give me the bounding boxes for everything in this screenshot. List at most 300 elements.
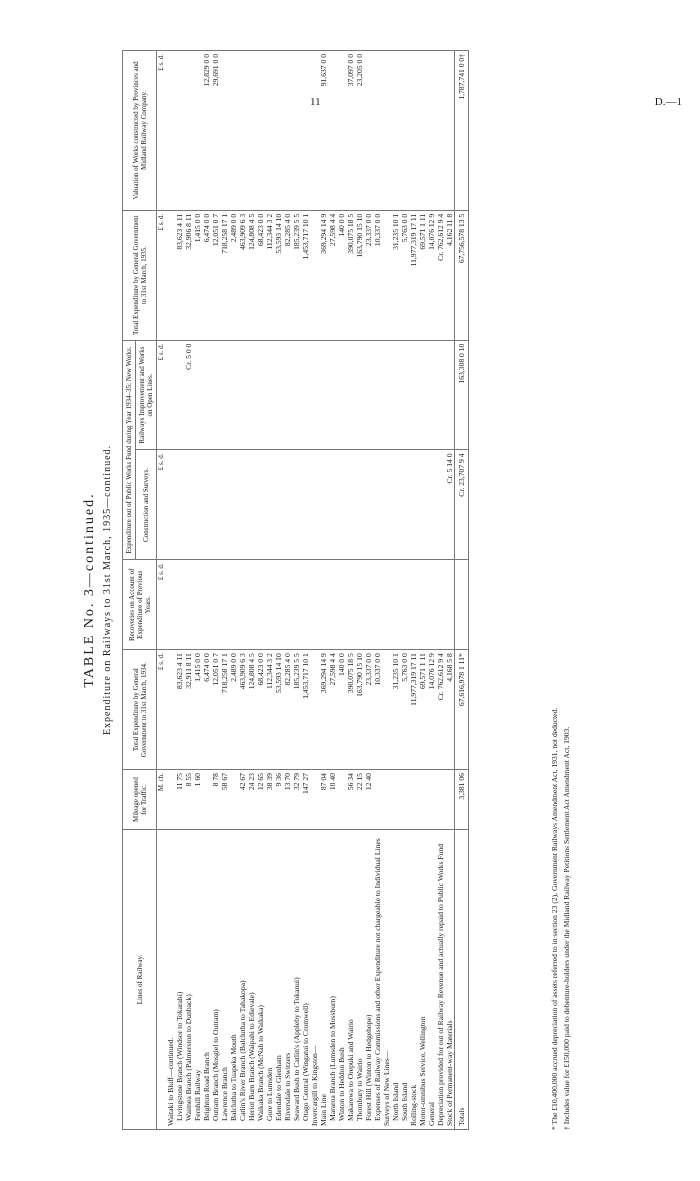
row-total-1934: 5,763 0 0 xyxy=(400,650,409,770)
row-improvement xyxy=(400,340,409,450)
row-line-name: Lawrence Branch xyxy=(220,830,229,1130)
row-construction xyxy=(193,450,202,560)
totals-construction: Cr. 23,707 9 4 xyxy=(455,450,469,560)
row-total-1935: 69,571 1 11 xyxy=(418,210,427,340)
row-valuation xyxy=(337,51,346,211)
row-improvement xyxy=(310,340,319,450)
row-construction xyxy=(274,450,283,560)
row-total-1935: 163,790 15 10 xyxy=(355,210,364,340)
row-construction xyxy=(373,450,382,560)
row-improvement xyxy=(373,340,382,450)
row-improvement xyxy=(166,340,175,450)
row-recoveries xyxy=(337,560,346,650)
row-total-1935: 83,623 4 11 xyxy=(175,210,184,340)
row-construction xyxy=(409,450,418,560)
row-mileage xyxy=(337,770,346,830)
row-total-1935 xyxy=(382,210,391,340)
row-line-name: Motor-omnibus Service, Wellington xyxy=(418,830,427,1130)
row-mileage xyxy=(409,770,418,830)
row-total-1934: 68,423 0 0 xyxy=(256,650,265,770)
row-line-name: Rolling-stock xyxy=(409,830,418,1130)
row-total-1935: 14,076 12 9 xyxy=(427,210,436,340)
table-row xyxy=(373,51,382,1130)
row-valuation xyxy=(427,51,436,211)
row-line-name: Depreciation provided for out of Railway Revenue and actually repaid to Public Works Fund xyxy=(436,830,445,1130)
row-recoveries xyxy=(229,560,238,650)
row-total-1934: 14,076 12 9 xyxy=(427,650,436,770)
expenditure-table xyxy=(122,50,469,1130)
row-mileage: 87 04 xyxy=(319,770,328,830)
row-mileage xyxy=(445,770,455,830)
table-row xyxy=(211,51,220,1130)
table-row xyxy=(292,51,301,1130)
table-row xyxy=(184,51,193,1130)
row-line-name: Edendale to Glenham xyxy=(274,830,283,1130)
row-mileage: 13 70 xyxy=(283,770,292,830)
units-money: £ s. d. xyxy=(157,210,167,340)
row-line-name: Thornbury to Wairio xyxy=(355,830,364,1130)
table-row xyxy=(364,51,373,1130)
row-improvement xyxy=(436,340,445,450)
row-total-1934 xyxy=(310,650,319,770)
row-valuation xyxy=(220,51,229,211)
header-lines: Lines of Railway. xyxy=(123,830,157,1130)
row-total-1935: 140 0 0 xyxy=(337,210,346,340)
row-improvement xyxy=(301,340,310,450)
row-recoveries xyxy=(391,560,400,650)
row-valuation xyxy=(418,51,427,211)
row-construction xyxy=(355,450,364,560)
header-recoveries: Recoveries on Account of Expenditure of Previous Years. xyxy=(123,560,157,650)
row-line-name: Balclutha to Tuapeka Mouth xyxy=(229,830,238,1130)
row-construction: Cr. 5 14 0 xyxy=(445,450,455,560)
row-improvement xyxy=(220,340,229,450)
row-mileage: 11 75 xyxy=(175,770,184,830)
header-improvement: Railways Improvement and Works on Open Lines. xyxy=(136,340,157,450)
row-line-name: South Island xyxy=(400,830,409,1130)
row-construction xyxy=(310,450,319,560)
row-line-name: Mararoa Branch (Lumsden to Mossburn) xyxy=(328,830,337,1130)
totals-mileage: 3,381 06 xyxy=(455,770,469,830)
table-row xyxy=(382,51,391,1130)
row-total-1934: 10,337 0 0 xyxy=(373,650,382,770)
row-valuation xyxy=(328,51,337,211)
row-line-name: Livingstone Branch (Windsor to Tokarahi) xyxy=(175,830,184,1130)
row-construction xyxy=(436,450,445,560)
row-valuation xyxy=(247,51,256,211)
table-subtitle: Expenditure on Railways to 31st March, 1935—continued. xyxy=(102,444,113,736)
row-total-1935: 718,258 17 1 xyxy=(220,210,229,340)
row-mileage xyxy=(400,770,409,830)
row-total-1935: 390,075 18 5 xyxy=(346,210,355,340)
row-total-1934: 124,808 4 5 xyxy=(247,650,256,770)
row-total-1935: 1,415 0 0 xyxy=(193,210,202,340)
row-mileage: 56 34 xyxy=(346,770,355,830)
row-construction xyxy=(166,450,175,560)
row-valuation xyxy=(409,51,418,211)
row-construction xyxy=(418,450,427,560)
row-mileage: 38 39 xyxy=(265,770,274,830)
row-valuation xyxy=(373,51,382,211)
row-recoveries xyxy=(247,560,256,650)
row-construction xyxy=(346,450,355,560)
row-improvement xyxy=(409,340,418,450)
units-money: £ s. d. xyxy=(157,340,167,450)
table-row xyxy=(301,51,310,1130)
row-total-1934: 6,474 0 0 xyxy=(202,650,211,770)
row-total-1935: 31,235 10 1 xyxy=(391,210,400,340)
row-improvement xyxy=(211,340,220,450)
row-valuation xyxy=(166,51,175,211)
row-total-1935: 68,423 0 0 xyxy=(256,210,265,340)
row-valuation xyxy=(310,51,319,211)
units-money: £ s. d. xyxy=(157,650,167,770)
row-line-name: Winton to Heddon Bush xyxy=(337,830,346,1130)
row-total-1935: 369,294 14 9 xyxy=(319,210,328,340)
row-recoveries xyxy=(445,560,455,650)
row-line-name: Heriot Burn Branch (Waipahi to Edievale) xyxy=(247,830,256,1130)
row-recoveries xyxy=(238,560,247,650)
row-improvement xyxy=(364,340,373,450)
row-recoveries xyxy=(427,560,436,650)
table-row xyxy=(445,51,455,1130)
row-total-1935: 2,489 0 0 xyxy=(229,210,238,340)
row-mileage xyxy=(373,770,382,830)
totals-improvement: 163,308 0 10 xyxy=(455,340,469,450)
row-mileage: 32 79 xyxy=(292,770,301,830)
units-money: £ s. d. xyxy=(157,51,167,211)
row-total-1934 xyxy=(382,650,391,770)
row-recoveries xyxy=(382,560,391,650)
table-row xyxy=(256,51,265,1130)
table-row xyxy=(166,51,175,1130)
row-mileage: 12 65 xyxy=(256,770,265,830)
row-valuation: 37,097 0 0 xyxy=(346,51,355,211)
row-total-1935: 185,239 5 5 xyxy=(292,210,301,340)
table-row xyxy=(265,51,274,1130)
row-total-1934: 27,598 4 4 xyxy=(328,650,337,770)
row-line-name: Waikaka Branch (McNab to Waikaka) xyxy=(256,830,265,1130)
row-total-1934: 69,571 1 11 xyxy=(418,650,427,770)
table-row xyxy=(274,51,283,1130)
row-total-1934: 53,593 14 10 xyxy=(274,650,283,770)
row-valuation xyxy=(292,51,301,211)
row-total-1934: 4,168 5 8 xyxy=(445,650,455,770)
row-valuation xyxy=(364,51,373,211)
row-recoveries xyxy=(202,560,211,650)
row-valuation xyxy=(265,51,274,211)
row-valuation: 12,829 0 0 xyxy=(202,51,211,211)
row-total-1934: 31,235 10 1 xyxy=(391,650,400,770)
table-row xyxy=(175,51,184,1130)
row-line-name: Makarewa to Orepuki and Wairio xyxy=(346,830,355,1130)
row-recoveries xyxy=(436,560,445,650)
totals-total-1934: 67,616,978 1 11* xyxy=(455,650,469,770)
row-total-1935: 53,593 14 10 xyxy=(274,210,283,340)
table-row xyxy=(247,51,256,1130)
row-total-1935: 6,474 0 0 xyxy=(202,210,211,340)
row-recoveries xyxy=(193,560,202,650)
row-construction xyxy=(337,450,346,560)
row-improvement xyxy=(355,340,364,450)
row-mileage xyxy=(436,770,445,830)
row-mileage: 8 78 xyxy=(211,770,220,830)
row-total-1935: Cr. 762,612 9 4 xyxy=(436,210,445,340)
row-total-1934: 140 0 0 xyxy=(337,650,346,770)
row-construction xyxy=(238,450,247,560)
row-line-name: Stock of Permanent-way Materials xyxy=(445,830,455,1130)
row-mileage xyxy=(391,770,400,830)
row-line-name: General xyxy=(427,830,436,1130)
row-line-name: Seaward Bush to Catlin's (Appleby to Tokanui) xyxy=(292,830,301,1130)
row-total-1935: 463,909 6 3 xyxy=(238,210,247,340)
row-valuation: 29,691 0 0 xyxy=(211,51,220,211)
row-line-name: North Island xyxy=(391,830,400,1130)
header-expenditure-group: Expenditure out of Public Works Fund during Year 1934–35: New Works. xyxy=(123,340,136,560)
header-mileage: Mileage opened for Traffic. xyxy=(123,770,157,830)
row-construction xyxy=(319,450,328,560)
row-recoveries xyxy=(328,560,337,650)
row-line-name: Outram Branch (Mosgiel to Outram) xyxy=(211,830,220,1130)
row-mileage: 58 67 xyxy=(220,770,229,830)
row-mileage: 22 15 xyxy=(355,770,364,830)
row-recoveries xyxy=(355,560,364,650)
row-line-name: Invercargill to Kingston— xyxy=(310,830,319,1130)
row-construction xyxy=(265,450,274,560)
row-recoveries xyxy=(364,560,373,650)
table-row xyxy=(436,51,445,1130)
table-row xyxy=(229,51,238,1130)
row-construction xyxy=(247,450,256,560)
row-construction xyxy=(364,450,373,560)
row-mileage xyxy=(229,770,238,830)
row-total-1935: 82,285 4 0 xyxy=(283,210,292,340)
units-row xyxy=(157,51,167,1130)
table-row xyxy=(220,51,229,1130)
row-line-name: Brighton Road Branch xyxy=(202,830,211,1130)
row-mileage: 8 55 xyxy=(184,770,193,830)
row-recoveries xyxy=(166,560,175,650)
row-improvement xyxy=(265,340,274,450)
row-line-name: Forest Hill (Winton to Hedgehope) xyxy=(364,830,373,1130)
row-recoveries xyxy=(265,560,274,650)
row-construction xyxy=(292,450,301,560)
row-mileage: 24 23 xyxy=(247,770,256,830)
table-row xyxy=(283,51,292,1130)
row-construction xyxy=(400,450,409,560)
table-row xyxy=(409,51,418,1130)
row-construction xyxy=(283,450,292,560)
row-recoveries xyxy=(373,560,382,650)
table-row xyxy=(238,51,247,1130)
units-mileage: M. ch. xyxy=(157,770,167,830)
row-total-1934: 1,415 0 0 xyxy=(193,650,202,770)
table-row xyxy=(319,51,328,1130)
row-valuation xyxy=(238,51,247,211)
row-mileage: 1 60 xyxy=(193,770,202,830)
row-construction xyxy=(328,450,337,560)
row-improvement xyxy=(274,340,283,450)
row-total-1935: 112,344 3 2 xyxy=(265,210,274,340)
row-total-1935: 124,808 4 5 xyxy=(247,210,256,340)
row-improvement xyxy=(418,340,427,450)
row-recoveries xyxy=(418,560,427,650)
row-total-1934: 369,294 14 9 xyxy=(319,650,328,770)
row-line-name: Main Line xyxy=(319,830,328,1130)
row-valuation xyxy=(193,51,202,211)
row-improvement xyxy=(445,340,455,450)
row-total-1934: 185,239 5 5 xyxy=(292,650,301,770)
row-valuation xyxy=(436,51,445,211)
table-row xyxy=(310,51,319,1130)
row-mileage xyxy=(166,770,175,830)
totals-total-1935: 67,756,578 13 5 xyxy=(455,210,469,340)
row-valuation xyxy=(283,51,292,211)
row-recoveries xyxy=(310,560,319,650)
row-total-1935: 11,977,319 17 11 xyxy=(409,210,418,340)
row-line-name: Riversdale to Switzers xyxy=(283,830,292,1130)
row-total-1935: 23,337 0 0 xyxy=(364,210,373,340)
row-construction xyxy=(184,450,193,560)
totals-valuation: 1,787,741 0 0† xyxy=(455,51,469,211)
row-valuation xyxy=(184,51,193,211)
row-recoveries xyxy=(319,560,328,650)
row-recoveries xyxy=(283,560,292,650)
row-recoveries xyxy=(256,560,265,650)
row-improvement xyxy=(175,340,184,450)
table-row xyxy=(346,51,355,1130)
row-recoveries xyxy=(409,560,418,650)
row-construction xyxy=(202,450,211,560)
row-mileage xyxy=(418,770,427,830)
row-total-1934: Cr. 762,612 9 4 xyxy=(436,650,445,770)
row-construction xyxy=(301,450,310,560)
row-total-1934: 718,258 17 1 xyxy=(220,650,229,770)
row-line-name: Waitaki to Bluff—continued. xyxy=(166,830,175,1130)
header-total-1934: Total Expenditure by General Government to 31st March, 1934. xyxy=(123,650,157,770)
row-valuation xyxy=(382,51,391,211)
row-construction xyxy=(391,450,400,560)
row-total-1934: 23,337 0 0 xyxy=(364,650,373,770)
row-improvement xyxy=(238,340,247,450)
table-row xyxy=(202,51,211,1130)
row-improvement xyxy=(391,340,400,450)
table-row xyxy=(427,51,436,1130)
row-mileage: 42 67 xyxy=(238,770,247,830)
footnote-star: * The £10,400,000 accrued depreciation of assets referred to in section 23 (2), Government Railways Amendment Act, 1931, not deducted. xyxy=(550,707,559,1130)
row-total-1934: 163,790 15 10 xyxy=(355,650,364,770)
row-line-name: Fernhill Railway xyxy=(193,830,202,1130)
table-row xyxy=(418,51,427,1130)
row-total-1934: 12,051 0 7 xyxy=(211,650,220,770)
row-total-1935 xyxy=(310,210,319,340)
row-total-1935: 27,598 4 4 xyxy=(328,210,337,340)
totals-label: Totals xyxy=(455,830,469,1130)
units-money: £ s. d. xyxy=(157,450,167,560)
row-valuation xyxy=(445,51,455,211)
header-valuation: Valuation of Works constructed by Provinces and Midland Railway Company. xyxy=(123,51,157,211)
row-line-name: Expenses of Railway Commissions and other Expenditure not chargeable to Individual Lines xyxy=(373,830,382,1130)
row-total-1934 xyxy=(166,650,175,770)
row-line-name: Otago Central (Wingatui to Cromwell) xyxy=(301,830,310,1130)
row-mileage xyxy=(382,770,391,830)
totals-row xyxy=(455,51,469,1130)
row-valuation xyxy=(175,51,184,211)
totals-recoveries xyxy=(455,560,469,650)
row-improvement xyxy=(319,340,328,450)
row-mileage xyxy=(202,770,211,830)
row-construction xyxy=(220,450,229,560)
page-number: 11 xyxy=(310,96,321,108)
row-construction xyxy=(211,450,220,560)
row-total-1935 xyxy=(166,210,175,340)
row-mileage: 147 27 xyxy=(301,770,310,830)
row-recoveries xyxy=(292,560,301,650)
row-total-1934: 1,453,717 10 1 xyxy=(301,650,310,770)
row-total-1935: 5,763 0 0 xyxy=(400,210,409,340)
row-line-name: Gore to Lumsden xyxy=(265,830,274,1130)
row-line-name: Waimea Branch (Palmerston to Dunback) xyxy=(184,830,193,1130)
row-improvement xyxy=(346,340,355,450)
row-mileage: 12 40 xyxy=(364,770,373,830)
row-recoveries xyxy=(220,560,229,650)
row-improvement xyxy=(256,340,265,450)
row-recoveries xyxy=(274,560,283,650)
row-line-name: Surveys of New Lines— xyxy=(382,830,391,1130)
table-row xyxy=(193,51,202,1130)
header-total-1935: Total Expenditure by General Government to 31st March, 1935. xyxy=(123,210,157,340)
row-mileage xyxy=(310,770,319,830)
row-valuation xyxy=(301,51,310,211)
row-valuation xyxy=(274,51,283,211)
row-mileage: 9 36 xyxy=(274,770,283,830)
row-total-1934: 2,489 0 0 xyxy=(229,650,238,770)
row-construction xyxy=(427,450,436,560)
row-improvement xyxy=(193,340,202,450)
row-total-1934: 82,285 4 0 xyxy=(283,650,292,770)
row-total-1934: 83,623 4 11 xyxy=(175,650,184,770)
row-recoveries xyxy=(400,560,409,650)
row-improvement xyxy=(247,340,256,450)
row-total-1935: 1,453,717 10 1 xyxy=(301,210,310,340)
row-construction xyxy=(382,450,391,560)
row-mileage: 10 40 xyxy=(328,770,337,830)
row-valuation xyxy=(229,51,238,211)
row-recoveries xyxy=(346,560,355,650)
row-total-1934: 390,075 18 5 xyxy=(346,650,355,770)
row-improvement xyxy=(292,340,301,450)
row-total-1934: 11,977,319 17 11 xyxy=(409,650,418,770)
row-valuation: 91,637 0 0 xyxy=(319,51,328,211)
table-row xyxy=(337,51,346,1130)
row-improvement xyxy=(337,340,346,450)
row-total-1934: 463,909 6 3 xyxy=(238,650,247,770)
row-mileage xyxy=(427,770,436,830)
table-title: TABLE No. 3—continued. xyxy=(82,492,97,688)
units-money: £ s. d. xyxy=(157,560,167,650)
row-improvement xyxy=(283,340,292,450)
row-improvement xyxy=(382,340,391,450)
row-total-1935: 12,051 0 7 xyxy=(211,210,220,340)
table-row xyxy=(355,51,364,1130)
row-construction xyxy=(256,450,265,560)
row-construction xyxy=(175,450,184,560)
row-valuation xyxy=(391,51,400,211)
header-construction: Construction and Surveys. xyxy=(136,450,157,560)
table-row xyxy=(391,51,400,1130)
row-total-1935: 32,906 8 11 xyxy=(184,210,193,340)
row-total-1935: 10,337 0 0 xyxy=(373,210,382,340)
